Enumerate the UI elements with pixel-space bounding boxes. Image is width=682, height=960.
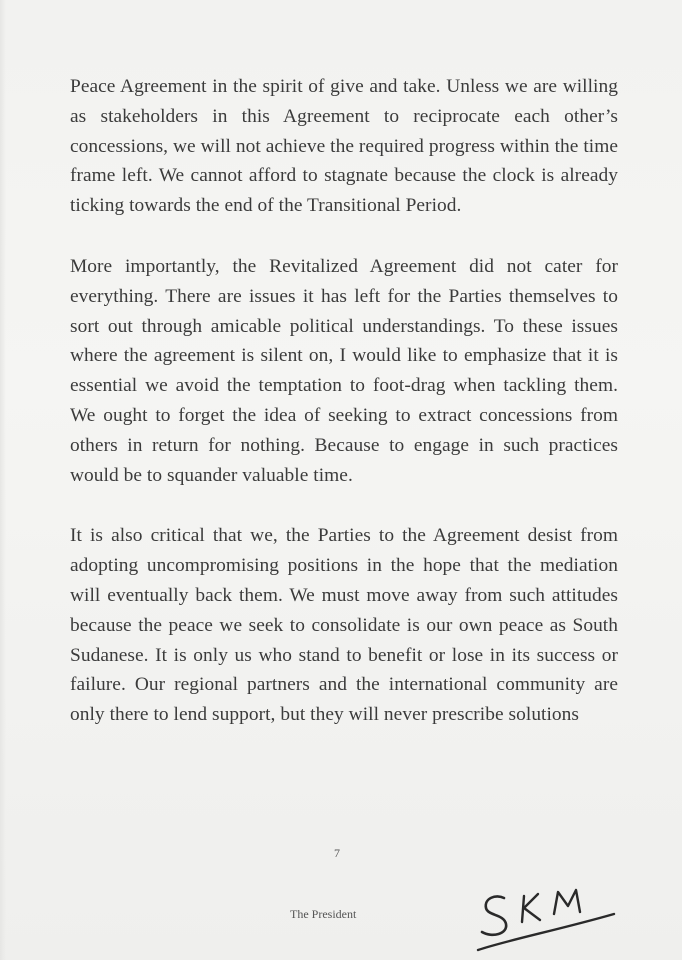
- paragraph-2: More importantly, the Revitalized Agreement did not cater for everything. There are issues it has left for the Parties themselves to sort out through amicable political understandings. To these issues where the agreement is silent on, I would like to emphasize that it is essential we avoid the temptation to foot-drag when tackling them. We ought to forget the idea of seeking to extract concessions from others in return for nothing. Because to engage in such practices would be to squander valuable time.: [70, 255, 618, 486]
- page-edge-shadow: [0, 0, 6, 960]
- signature-underline: [478, 914, 614, 950]
- page-number: 7: [334, 846, 340, 860]
- signature-k-arms: [524, 894, 540, 920]
- signature-s: [482, 896, 506, 934]
- paragraph-1: Peace Agreement in the spirit of give and take. Unless we are willing as stakeholders in this Agreement to reciprocate each other’s concessions, we will not achieve the required progress within the time frame left. We cannot afford to stagnate because the clock is already ticking towards the end of the Transitional Period.: [70, 76, 618, 217]
- signature: [468, 884, 628, 956]
- signature-m: [554, 890, 580, 914]
- footer-title: The President: [290, 907, 357, 921]
- body-text: [70, 72, 618, 761]
- paragraph-3: It is also critical that we, the Parties to the Agreement desist from adopting uncompromising positions in the hope that the mediation will eventually back them. We must move away from such attitudes because the peace we seek to consolidate is our own peace as South Sudanese. It is only us who stand to benefit or lose in its success or failure. Our regional partners and the international community are only there to lend support, but they will never prescribe solutions: [70, 525, 618, 726]
